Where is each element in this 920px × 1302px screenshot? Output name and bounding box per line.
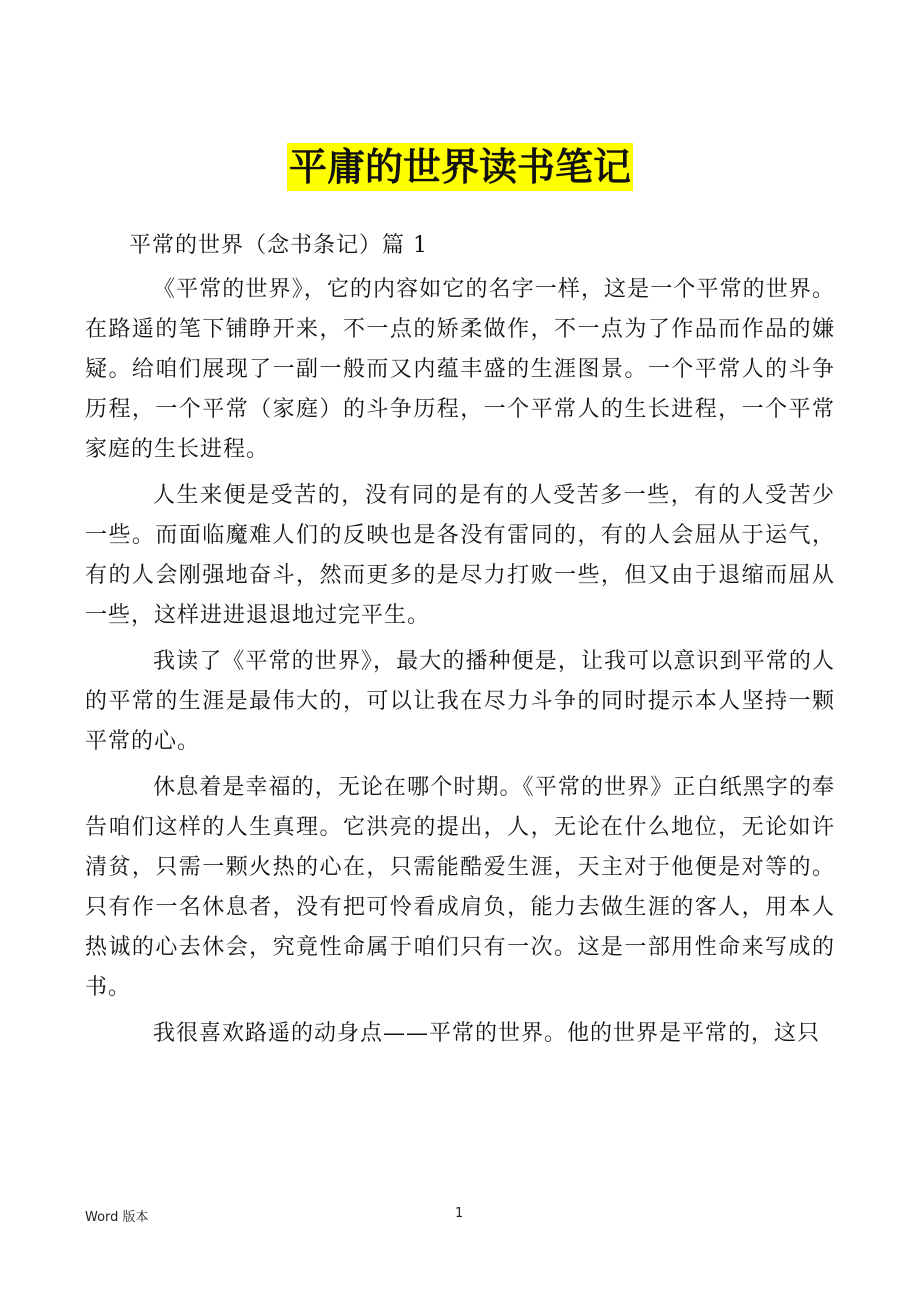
document-body xyxy=(85,226,835,1060)
paragraph-4: 休息着是幸福的，无论在哪个时期。《平常的世界》正白纸黑字的奉告咱们这样的人生真理。它洪亮的提出，人，无论在什么地位，无论如许清贫，只需一颗火热的心在，只需能酷爱生涯，天主对于他便是对等的。只有作一名休息者，没有把可怜看成肩负，能力去做生涯的客人，用本人热诚的心去休会，究竟性命属于咱们只有一次。这是一部用性命来写成的书。 xyxy=(85,775,835,1000)
paragraph-1: 《平常的世界》，它的内容如它的名字一样，这是一个平常的世界。在路遥的笔下铺睁开来，不一点的矫柔做作，不一点为了作品而作品的嫌疑。给咱们展现了一副一般而又内蕴丰盛的生涯图景。一个平常人的斗争历程，一个平常（家庭）的斗争历程，一个平常人的生长进程，一个平常家庭的生长进程。 xyxy=(85,277,835,462)
paragraph-5: 我很喜欢路遥的动身点——平常的世界。他的世界是平常的，这只 xyxy=(153,1021,821,1046)
paragraph-2: 人生来便是受苦的，没有同的是有的人受苦多一些，有的人受苦少一些。而面临魔难人们的反映也是各没有雷同的，有的人会屈从于运气，有的人会刚强地奋斗，然而更多的是尽力打败一些，但又由于退缩而屈从一些，这样进进退退地过完平生。 xyxy=(85,483,835,628)
title-container xyxy=(0,143,920,191)
paragraph-3: 我读了《平常的世界》，最大的播种便是，让我可以意识到平常的人的平常的生涯是最伟大的，可以让我在尽力斗争的同时提示本人坚持一颗平常的心。 xyxy=(85,649,835,754)
footer-label: Word 版本 xyxy=(85,1210,149,1225)
document-title: 平庸的世界读书笔记 xyxy=(288,145,631,189)
section-heading: 平常的世界（念书条记）篇 1 xyxy=(129,233,428,258)
page-number: 1 xyxy=(455,1206,464,1221)
